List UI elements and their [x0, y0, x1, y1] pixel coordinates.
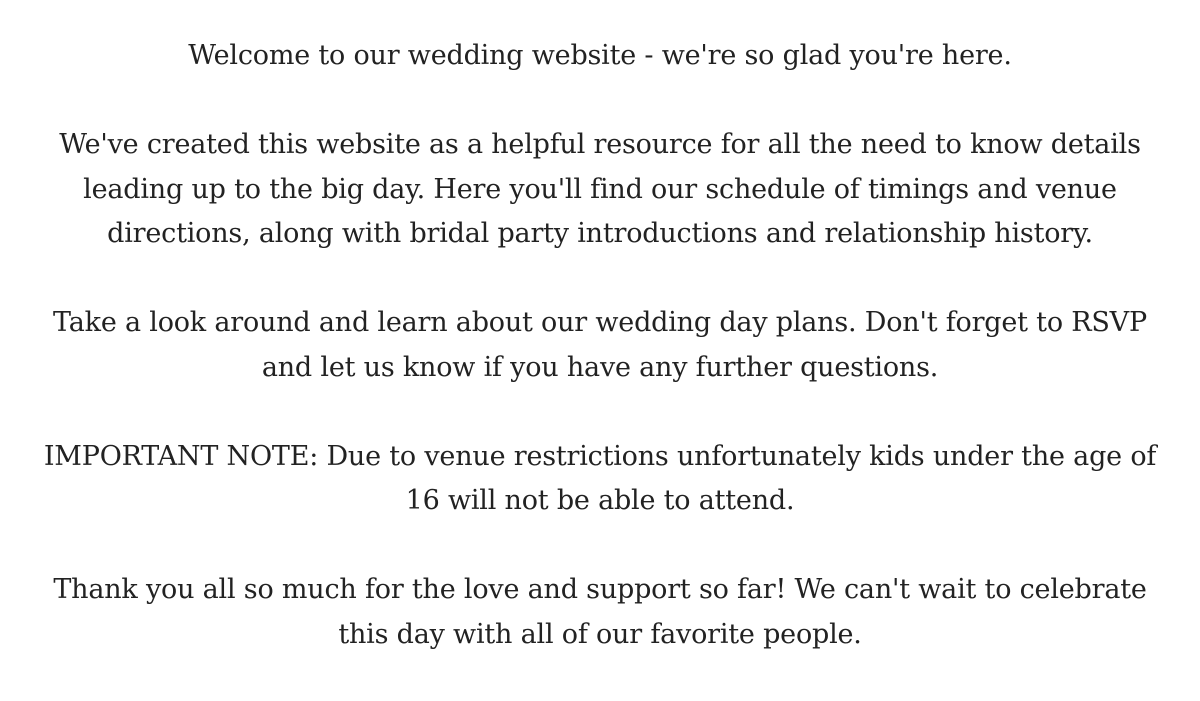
thank-you-paragraph: Thank you all so much for the love and support so far! We can't wait to celebrate this day with all of our favorite people. [53, 574, 1147, 650]
welcome-paragraph: Welcome to our wedding website - we're so glad you're here. [188, 40, 1012, 71]
paragraph-spacer [30, 79, 1170, 124]
website-purpose-paragraph: We've created this website as a helpful resource for all the need to know details leading up to the big day. Here you'll find our schedule of timings and venue directions, along with bridal party introductions and relationship history. [59, 129, 1141, 249]
paragraph-spacer [30, 390, 1170, 435]
rsvp-reminder-paragraph: Take a look around and learn about our wedding day plans. Don't forget to RSVP and let us know if you have any further questions. [53, 307, 1147, 383]
paragraph-spacer [30, 524, 1170, 569]
paragraph-spacer [30, 257, 1170, 302]
important-note-paragraph: IMPORTANT NOTE: Due to venue restrictions unfortunately kids under the age of 16 will not be able to attend. [43, 440, 1157, 516]
